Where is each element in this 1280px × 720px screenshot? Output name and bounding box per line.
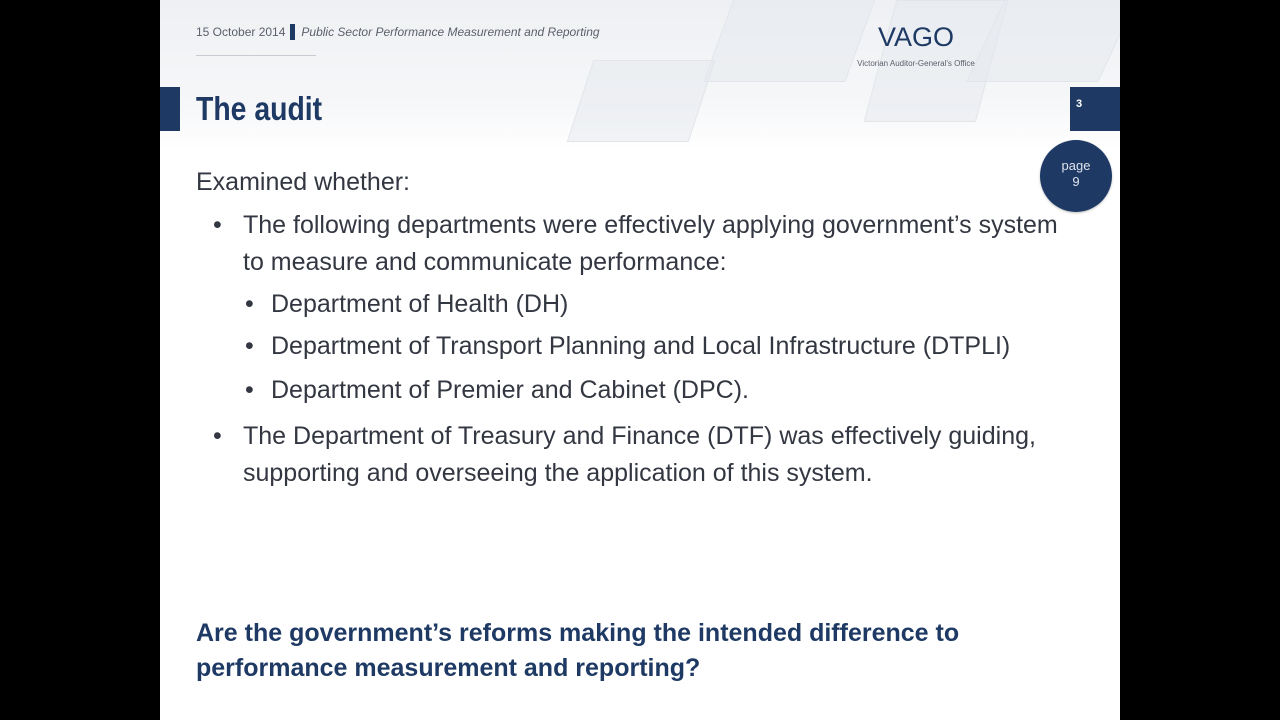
slide-body [196,160,1076,492]
sub-bullet-text: Department of Transport Planning and Local Infrastructure (DTPLI) [271,332,1011,360]
bullet-marker: • [213,211,222,239]
bullet-list [196,207,1076,492]
sub-bullet-text: Department of Premier and Cabinet (DPC). [271,376,749,404]
title-accent-bar [160,87,180,131]
bullet-text: The following departments were effectively applying government’s system to measure and communicate performance: [243,211,1058,276]
bullet-item [196,207,1076,409]
body-lead: Examined whether: [196,168,411,196]
logo-wordmark: VAGO [877,22,955,52]
slide-title: The audit [196,90,323,127]
sub-bullet-item [243,328,1076,365]
bullet-marker: • [213,422,222,450]
page-reference-number: 9 [1072,174,1080,189]
bullet-text: The Department of Treasury and Finance (DTF) was effectively guiding, supporting and overseeing the application of this system. [243,422,1036,487]
vago-logo [836,18,996,68]
header-rule [196,55,316,56]
sub-bullet-list [243,286,1076,409]
page-reference-label: page [1061,158,1091,173]
key-question: Are the government’s reforms making the intended difference to performance measurement and reporting? [196,619,960,682]
header-subject: Public Sector Performance Measurement and Reporting [301,25,600,39]
sub-bullet-item [243,286,1076,323]
logo-caption: Victorian Auditor-General's Office [857,59,975,68]
slide-header [196,22,600,42]
header-date: 15 October 2014 [196,25,286,39]
sub-bullet-item [243,372,1076,409]
slide [160,0,1120,720]
bullet-marker: • [245,376,254,404]
bullet-item [196,418,1076,492]
bullet-marker: • [245,290,254,318]
bullet-marker: • [245,332,254,360]
slide-number: 3 [1070,87,1120,131]
sub-bullet-text: Department of Health (DH) [271,290,569,318]
header-separator [290,24,295,40]
